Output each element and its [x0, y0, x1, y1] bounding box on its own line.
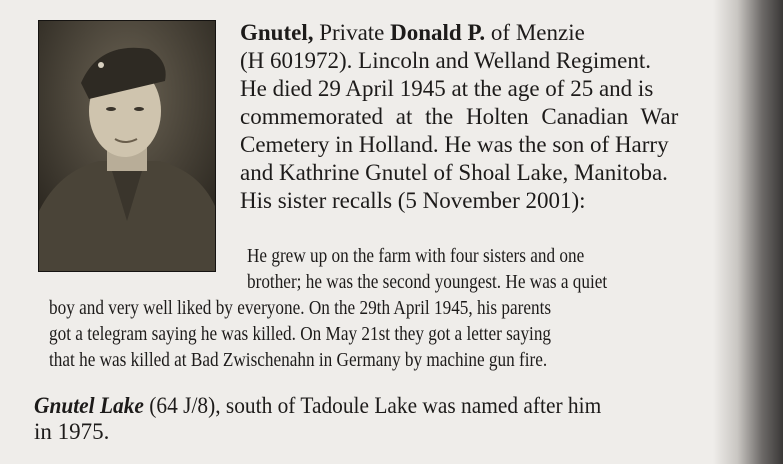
rank: Private: [319, 20, 385, 45]
page-binding-shadow: [713, 0, 783, 464]
entry-header-line: [240, 20, 585, 46]
quote-line: He grew up on the farm with four sisters and one: [247, 245, 585, 267]
entry-line: commemorated at the Holten Canadian War: [240, 104, 679, 129]
entry-line: His sister recalls (5 November 2001):: [240, 188, 586, 213]
entry-line: and Kathrine Gnutel of Shoal Lake, Manitoba.: [240, 160, 668, 185]
entry-line: He died 29 April 1945 at the age of 25 and is: [240, 76, 654, 101]
entry-line: Cemetery in Holland. He was the son of Harry: [240, 132, 669, 157]
surname: Gnutel,: [240, 20, 314, 45]
quote-line: got a telegram saying he was killed. On May 21st they got a letter saying: [49, 323, 552, 345]
lake-line-2: in 1975.: [34, 419, 110, 444]
quote-line: that he was killed at Bad Zwischenahn in Germany by machine gun fire.: [49, 349, 548, 371]
soldier-portrait-photo: [38, 20, 216, 272]
lake-line: [34, 393, 601, 419]
lake-name: Gnutel Lake: [34, 393, 144, 418]
entry-line: (H 601972). Lincoln and Welland Regiment.: [240, 48, 652, 73]
quote-line: boy and very well liked by everyone. On the 29th April 1945, his parents: [49, 297, 552, 319]
lake-description: (64 J/8), south of Tadoule Lake was named after him: [149, 393, 602, 418]
quote-line: brother; he was the second youngest. He was a quiet: [247, 271, 608, 293]
given-names: Donald P.: [390, 20, 486, 45]
hometown: of Menzie: [490, 20, 585, 45]
